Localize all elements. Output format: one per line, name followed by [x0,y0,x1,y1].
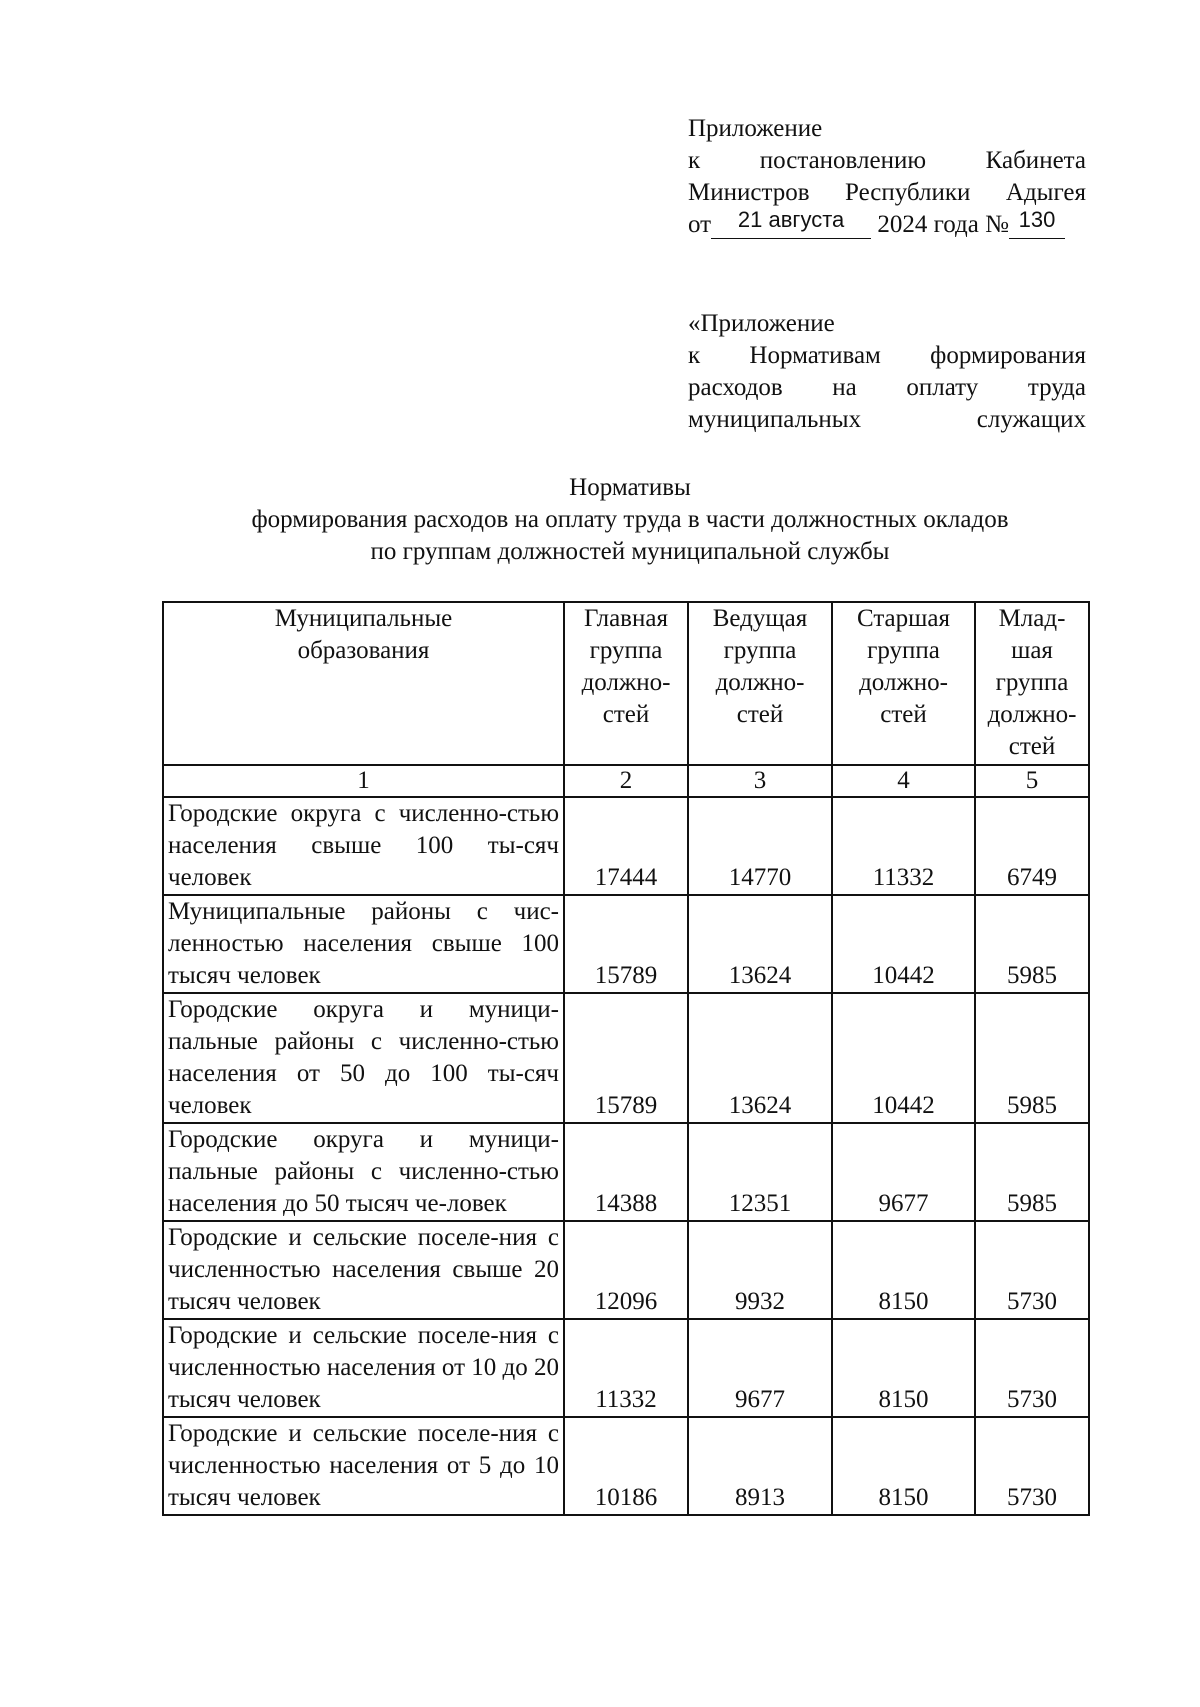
value-senior: 11332 [832,797,975,895]
value-leading: 13624 [688,993,832,1123]
value-main: 11332 [564,1319,688,1417]
column-number: 3 [688,765,832,797]
row-name: Муниципальные районы с чис-ленностью населения свыше 100 тысяч человек [163,895,564,993]
value-junior: 5730 [975,1319,1089,1417]
value-junior: 5730 [975,1221,1089,1319]
document-title [160,472,1100,568]
column-number: 1 [163,765,564,797]
column-number: 5 [975,765,1089,797]
value-junior: 5730 [975,1417,1089,1515]
appendix-header-resolution [688,113,1086,241]
row-name: Городские округа с численно-стью населения свыше 100 ты-сяч человек [163,797,564,895]
title-line-2: формирования расходов на оплату труда в части должностных окладов [251,506,1009,533]
number-field [1009,207,1065,239]
value-junior: 6749 [975,797,1089,895]
header-municipalities: Муниципальные образования [163,602,564,765]
table-row [163,1319,1089,1417]
value-leading: 9932 [688,1221,832,1319]
value-main: 15789 [564,993,688,1123]
appendix-cabinet-line: Министров Республики Адыгея [688,179,1086,206]
value-main: 12096 [564,1221,688,1319]
table-row [163,1123,1089,1221]
column-number-row [163,765,1089,797]
value-senior: 10442 [832,993,975,1123]
value-senior: 9677 [832,1123,975,1221]
appendix-resolution-line: к постановлению Кабинета [688,147,1086,174]
value-main: 10186 [564,1417,688,1515]
table-row [163,1417,1089,1515]
table-row [163,895,1089,993]
value-junior: 5985 [975,1123,1089,1221]
value-main: 15789 [564,895,688,993]
value-leading: 12351 [688,1123,832,1221]
table-header-row [163,602,1089,765]
appendix-norms-line: к Нормативам формирования [688,342,1086,369]
header-senior-group: Старшая группа должно-стей [832,602,975,765]
header-junior-group: Млад-шая группа должно-стей [975,602,1089,765]
value-leading: 8913 [688,1417,832,1515]
title-line-1: Нормативы [569,474,691,501]
handwritten-number: 130 [1018,207,1056,232]
value-senior: 8150 [832,1319,975,1417]
value-junior: 5985 [975,993,1089,1123]
date-field [711,207,871,239]
header-main-group: Главная группа должно-стей [564,602,688,765]
column-number: 4 [832,765,975,797]
value-leading: 14770 [688,797,832,895]
value-leading: 13624 [688,895,832,993]
appendix-label: «Приложение [688,310,835,337]
row-name: Городские округа и муници-пальные районы с численно-стью населения от 50 до 100 ты-сяч человек [163,993,564,1123]
value-main: 14388 [564,1123,688,1221]
appendix-header-norms [688,308,1086,436]
handwritten-date: 21 августа [737,207,845,232]
appendix-employees-line: муниципальных служащих [688,406,1086,433]
row-name: Городские и сельские поселе-ния с численностью населения от 10 до 20 тысяч человек [163,1319,564,1417]
value-senior: 10442 [832,895,975,993]
row-name: Городские округа и муници-пальные районы с численно-стью населения до 50 тысяч че-ловек [163,1123,564,1221]
value-senior: 8150 [832,1221,975,1319]
value-senior: 8150 [832,1417,975,1515]
table-row [163,1221,1089,1319]
appendix-date-line [688,209,1086,241]
column-number: 2 [564,765,688,797]
year-label: 2024 года № [877,211,1009,238]
norms-table [162,601,1090,1516]
table-row [163,797,1089,895]
appendix-expenses-line: расходов на оплату труда [688,374,1086,401]
header-leading-group: Ведущая группа должно-стей [688,602,832,765]
title-line-3: по группам должностей муниципальной службы [370,538,890,565]
row-name: Городские и сельские поселе-ния с численностью населения свыше 20 тысяч человек [163,1221,564,1319]
value-leading: 9677 [688,1319,832,1417]
table-row [163,993,1089,1123]
appendix-label: Приложение [688,115,823,142]
value-junior: 5985 [975,895,1089,993]
value-main: 17444 [564,797,688,895]
from-label: от [688,211,712,238]
row-name: Городские и сельские поселе-ния с численностью населения от 5 до 10 тысяч человек [163,1417,564,1515]
